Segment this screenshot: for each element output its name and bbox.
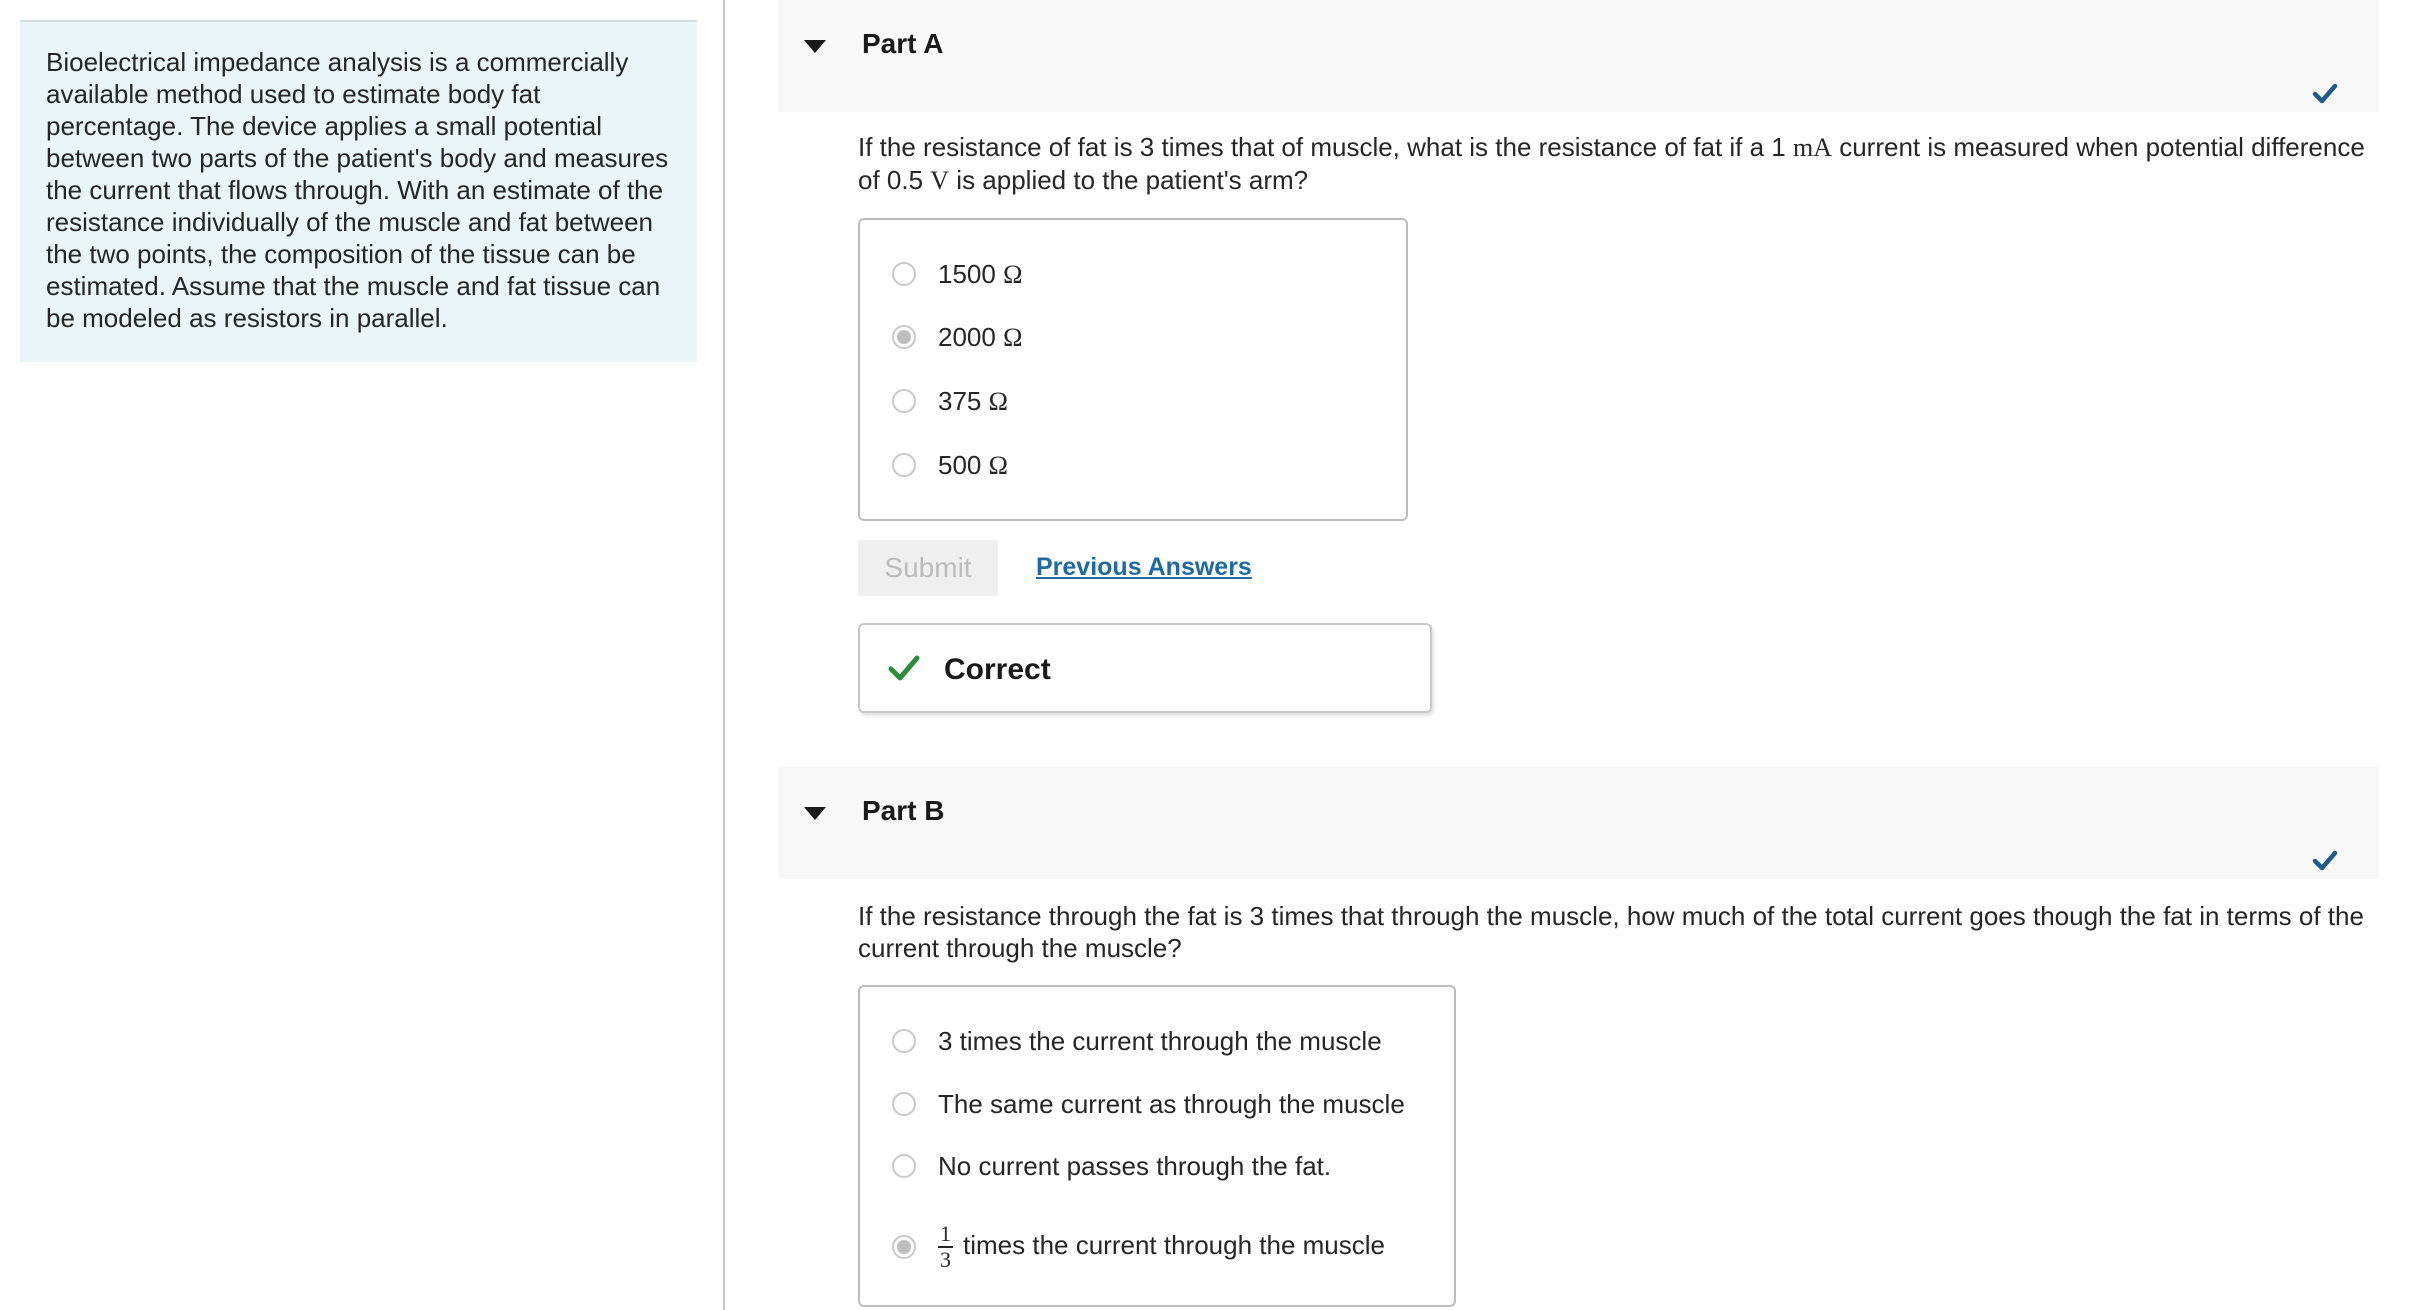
ohm-unit: Ω <box>1003 259 1023 289</box>
question-text: If the resistance of fat is 3 times that of muscle, what is the resistance of fat if a 1 <box>858 132 1793 162</box>
choice-value: 2000 <box>938 321 996 352</box>
choice-label: times the current through the muscle <box>963 1229 1385 1260</box>
check-icon <box>888 653 920 683</box>
feedback-label: Correct <box>944 653 1051 686</box>
choice-label: The same current as through the muscle <box>938 1088 1405 1119</box>
intro-text: Bioelectrical impedance analysis is a commercially available method used to estimate body fat percentage. The device applies a small potential between two parts of the patient's body and measures the current that flows through. With an estimate of the resistance individually of the muscle and fat between the two points, the composition of the tissue can be estimated. Assume that the muscle and fat tissue can be modeled as resistors in parallel. <box>46 47 669 333</box>
choice-option[interactable] <box>892 254 1022 294</box>
part-b-header[interactable] <box>778 767 2379 879</box>
submit-button[interactable]: Submit <box>858 540 998 596</box>
radio-button[interactable] <box>892 453 916 477</box>
fraction-numerator: 1 <box>940 1221 951 1246</box>
panel-divider <box>723 0 725 1310</box>
radio-button-selected[interactable] <box>892 1235 916 1259</box>
part-a-question <box>858 131 2380 197</box>
part-b-question: If the resistance through the fat is 3 times that through the muscle, how much of the total current goes though the fat in terms of the current through the muscle? <box>858 901 2364 963</box>
intro-panel <box>20 20 697 362</box>
caret-down-icon[interactable] <box>804 40 826 53</box>
radio-button[interactable] <box>892 1029 916 1053</box>
part-a-choices <box>858 218 1408 521</box>
question-text: current is measured when potential difference of 0.5 <box>858 132 2365 195</box>
part-b-title: Part B <box>862 795 945 826</box>
fraction-denominator: 3 <box>940 1247 951 1272</box>
caret-down-icon[interactable] <box>804 807 826 820</box>
choice-option[interactable] <box>892 445 1008 485</box>
radio-button[interactable] <box>892 389 916 413</box>
radio-button-selected[interactable] <box>892 325 916 349</box>
unit-milliamp: mA <box>1792 133 1832 162</box>
unit-volt: V <box>930 166 950 195</box>
previous-answers-link[interactable]: Previous Answers <box>1036 553 1252 581</box>
feedback-box <box>858 623 1432 713</box>
radio-button[interactable] <box>892 1154 916 1178</box>
choice-option[interactable] <box>892 1146 1331 1186</box>
ohm-unit: Ω <box>988 386 1008 416</box>
part-a-title: Part A <box>862 28 944 59</box>
choice-option[interactable] <box>892 317 1022 357</box>
choice-label: 3 times the current through the muscle <box>938 1025 1382 1056</box>
checkmark-icon <box>2312 80 2338 106</box>
question-text: is applied to the patient's arm? <box>949 165 1309 195</box>
choice-option[interactable] <box>892 381 1008 421</box>
fraction <box>938 1221 953 1272</box>
choice-option[interactable] <box>892 1084 1405 1124</box>
choice-value: 1500 <box>938 258 996 289</box>
choice-label: No current passes through the fat. <box>938 1150 1332 1181</box>
checkmark-icon <box>2312 847 2338 873</box>
radio-button[interactable] <box>892 262 916 286</box>
ohm-unit: Ω <box>988 450 1008 480</box>
ohm-unit: Ω <box>1003 322 1023 352</box>
radio-button[interactable] <box>892 1092 916 1116</box>
choice-option[interactable] <box>892 1021 1382 1061</box>
part-b-choices <box>858 985 1456 1307</box>
choice-value: 500 <box>938 449 982 480</box>
part-a-header[interactable] <box>778 0 2379 112</box>
choice-value: 375 <box>938 385 982 416</box>
choice-option[interactable] <box>892 1220 1385 1274</box>
